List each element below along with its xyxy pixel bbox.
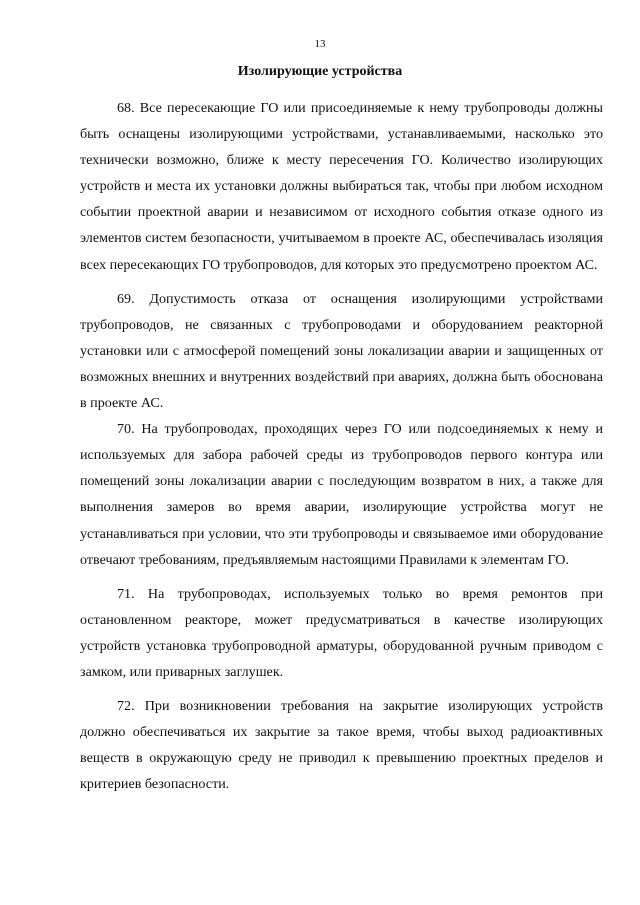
paragraph-72: 72. При возникновении требования на закрытие изолирующих устройств должно обеспечиваться их закрытие за такое время, чтобы выход радиоактивных веществ в окружающую среду не приводил к превышению проектных пределов и критериев безопасности. xyxy=(80,698,603,793)
paragraph-68: 68. Все пересекающие ГО или присоединяемые к нему трубопроводы должны быть оснащены изолирующими устройствами, устанавливаемыми, насколько это технически возможно, ближе к месту пересечения ГО. Количество изолирующих устройств и места их установки должны выбираться так, чтобы при любом исходном событии проектной аварии и независимом от исходного события отказе одного из элементов систем безопасности, учитываемом в проекте АС, обеспечивалась изоляция всех пересекающих ГО трубопроводов, для которых это предусмотрено проектом АС. xyxy=(80,100,603,273)
page-number: 13 xyxy=(314,38,326,50)
document-body xyxy=(80,95,603,797)
section-heading: Изолирующие устройства xyxy=(237,64,403,79)
paragraph-71: 71. На трубопроводах, используемых только во время ремонтов при остановленном реакторе, может предусматриваться в качестве изолирующих устройств установка трубопроводной арматуры, оборудованной ручным приводом с замком, или приварных заглушек. xyxy=(80,585,603,680)
paragraph-70: 70. На трубопроводах, проходящих через ГО или подсоединяемых к нему и используемых для забора рабочей среды из трубопроводов первого контура или помещений зоны локализации аварии с последующим возвратом в них, а также для выполнения замеров во время аварии, изолирующие устройства могут не устанавливаться при условии, что эти трубопроводы и связываемое ими оборудование отвечают требованиям, предъявляемым настоящими Правилами к элементам ГО. xyxy=(80,421,603,568)
paragraph-69: 69. Допустимость отказа от оснащения изолирующими устройствами трубопроводов, не связанных с трубопроводами и оборудованием реакторной установки или с атмосферой помещений зоны локализации аварии и защищенных от возможных внешних и внутренних воздействий при авариях, должна быть обоснована в проекте АС. xyxy=(80,290,603,412)
